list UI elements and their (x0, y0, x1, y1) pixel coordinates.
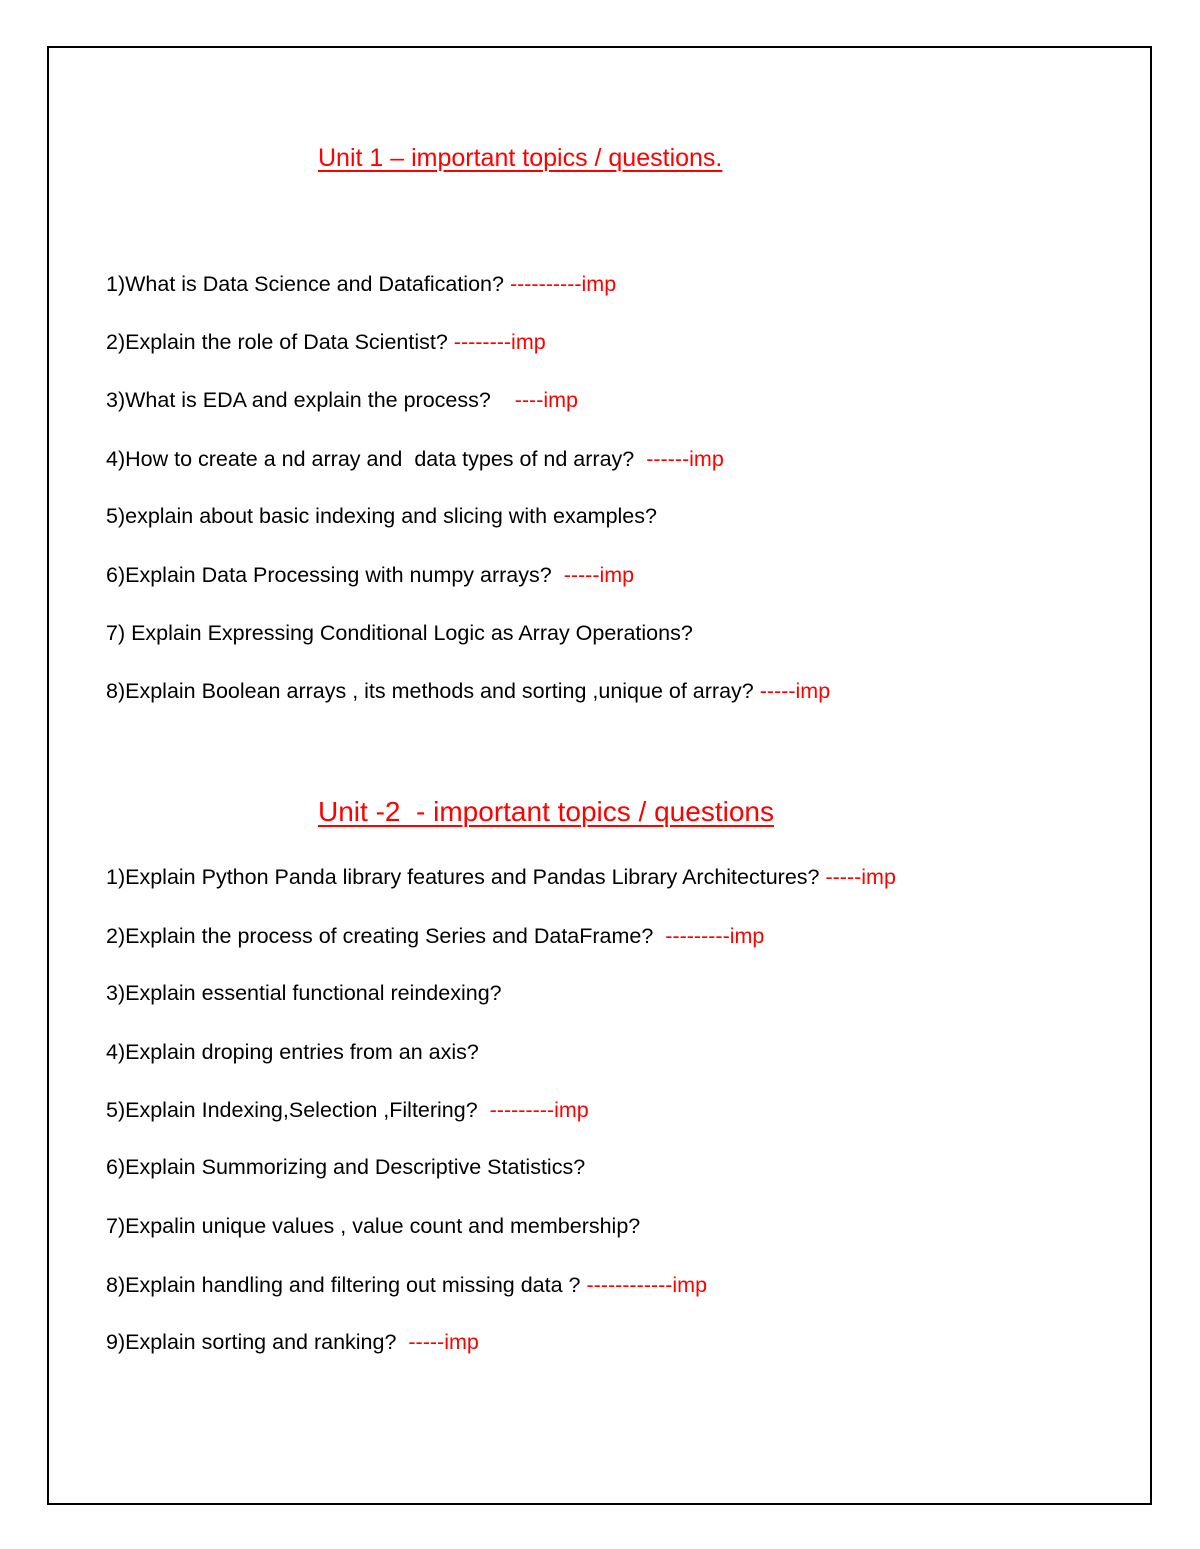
question-text: 2)Explain the role of Data Scientist? (106, 330, 454, 354)
unit2-question-4 (106, 1040, 479, 1065)
imp-marker: -----imp (759, 679, 831, 703)
unit1-question-8 (106, 679, 830, 704)
imp-marker: ---------imp (489, 1098, 589, 1122)
question-text: 3)What is EDA and explain the process? (106, 388, 515, 412)
unit2-heading: Unit -2 - important topics / questions (318, 796, 774, 827)
imp-marker: --------imp (453, 330, 546, 354)
question-text: 4)How to create a nd array and data types of nd array? (106, 447, 647, 471)
question-text: 6)Explain Summorizing and Descriptive Statistics? (106, 1155, 586, 1179)
unit2-question-6 (106, 1155, 585, 1180)
imp-marker: ----------imp (509, 272, 617, 296)
question-text: 5)Explain Indexing,Selection ,Filtering? (106, 1098, 490, 1122)
unit1-question-4 (106, 447, 724, 472)
unit2-question-9 (106, 1330, 479, 1355)
unit2-question-5 (106, 1098, 589, 1123)
unit1-heading: Unit 1 – important topics / questions. (318, 144, 723, 172)
imp-marker: ---------imp (665, 924, 765, 948)
question-text: 8)Explain Boolean arrays , its methods and sorting ,unique of array? (106, 679, 760, 703)
question-text: 7) Explain Expressing Conditional Logic as Array Operations? (106, 621, 693, 645)
unit2-question-1 (106, 865, 896, 890)
imp-marker: ------imp (646, 447, 724, 471)
question-text: 4)Explain droping entries from an axis? (106, 1040, 479, 1064)
question-text: 2)Explain the process of creating Series and DataFrame? (106, 924, 666, 948)
unit1-question-7 (106, 621, 693, 646)
question-text: 3)Explain essential functional reindexing? (106, 981, 502, 1005)
question-text: 1)What is Data Science and Datafication? (106, 272, 510, 296)
unit1-question-3 (106, 388, 578, 413)
unit1-question-1 (106, 272, 616, 297)
question-text: 5)explain about basic indexing and slicing with examples? (106, 504, 657, 528)
imp-marker: -----imp (825, 865, 896, 889)
unit1-question-5 (106, 504, 657, 529)
question-text: 9)Explain sorting and ranking? (106, 1330, 409, 1354)
imp-marker: ----imp (514, 388, 579, 412)
unit2-question-8 (106, 1273, 707, 1298)
unit2-question-7 (106, 1214, 640, 1239)
unit1-question-6 (106, 563, 634, 588)
imp-marker: -----imp (563, 563, 635, 587)
imp-marker: -----imp (408, 1330, 479, 1354)
question-text: 8)Explain handling and filtering out missing data ? (106, 1273, 587, 1297)
unit2-question-3 (106, 981, 502, 1006)
imp-marker: ------------imp (586, 1273, 708, 1297)
question-text: 7)Expalin unique values , value count and membership? (106, 1214, 641, 1238)
question-text: 6)Explain Data Processing with numpy arrays? (106, 563, 564, 587)
question-text: 1)Explain Python Panda library features and Pandas Library Architectures? (106, 865, 826, 889)
unit2-question-2 (106, 924, 764, 949)
unit1-question-2 (106, 330, 546, 355)
